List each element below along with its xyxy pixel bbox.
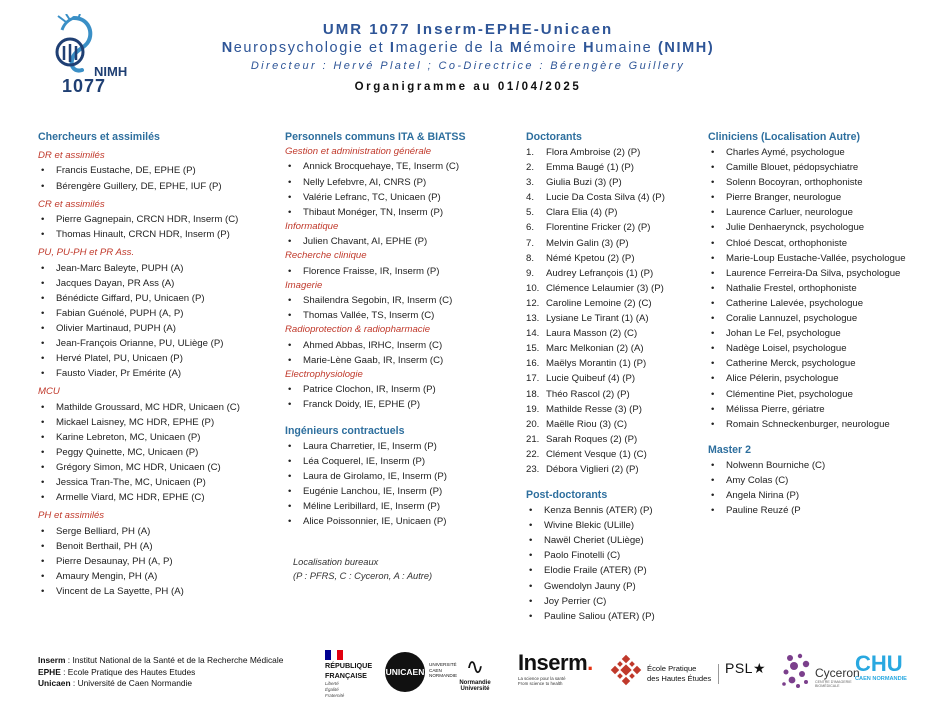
list-item: • Pierre Desaunay, PH (A, P) xyxy=(38,554,278,569)
list-number: 9. xyxy=(526,267,535,279)
chercheurs-group-list xyxy=(38,261,278,382)
section-title-chercheurs: Chercheurs et assimilés xyxy=(38,131,160,143)
list-item xyxy=(526,236,701,251)
definition-unicaen: Unicaen : Université de Caen Normandie xyxy=(38,678,193,689)
psl-logo: PSL★ xyxy=(725,660,767,676)
list-text: Mathilde Resse (3) (P) xyxy=(546,403,642,415)
logo-separator xyxy=(718,664,719,684)
list-item: • Pierre Gagnepain, CRCN HDR, Inserm (C) xyxy=(38,212,278,227)
list-item: • Coralie Lannuzel, psychologue xyxy=(708,311,933,326)
list-item: • Armelle Viard, MC HDR, EPHE (C) xyxy=(38,490,278,505)
list-text: Némé Kpetou (2) (P) xyxy=(546,252,635,264)
unit-fullname xyxy=(0,40,936,56)
directors-line: Directeur : Hervé Platel ; Co-Directrice : Bérengère Guillery xyxy=(250,60,686,72)
list-text: Clara Elia (4) (P) xyxy=(546,207,618,219)
ingenieurs-list xyxy=(285,439,520,530)
chercheurs-group-list xyxy=(38,400,278,506)
list-item: • Romain Schneckenburger, neurologue xyxy=(708,417,933,432)
list-item: • Alice Pélerin, psychologue xyxy=(708,371,933,386)
list-item: • Solenn Bocoyran, orthophoniste xyxy=(708,175,933,190)
column-personnels xyxy=(285,128,520,583)
list-item xyxy=(526,432,701,447)
fullname-rest: émoire xyxy=(523,40,584,56)
list-item: • Pierre Branger, neurologue xyxy=(708,190,933,205)
list-item: • Jean-Marc Baleyte, PUPH (A) xyxy=(38,261,278,276)
list-item: • Laurence Carluer, neurologue xyxy=(708,205,933,220)
list-item: • Fausto Viader, Pr Emérite (A) xyxy=(38,366,278,381)
list-number: 23. xyxy=(526,463,540,475)
list-number: 19. xyxy=(526,403,540,415)
list-number: 10. xyxy=(526,282,540,294)
list-item: • Nathalie Frestel, orthophoniste xyxy=(708,281,933,296)
footer-definitions xyxy=(38,655,283,690)
list-item: • Bérengère Guillery, DE, EPHE, IUF (P) xyxy=(38,179,278,194)
organigram-date: Organigramme au 01/04/2025 xyxy=(354,81,582,93)
fullname-initial: N xyxy=(221,40,234,56)
list-item: • Thomas Vallée, TS, Inserm (C) xyxy=(285,308,520,323)
subsection-title: Recherche clinique xyxy=(285,250,367,262)
doctorants-list xyxy=(526,145,701,477)
list-item: • Chloé Descat, orthophoniste xyxy=(708,236,933,251)
fullname-rest: umaine xyxy=(595,40,658,56)
list-number: 2. xyxy=(526,162,535,174)
master-list xyxy=(708,458,933,518)
list-item: • Charles Aymé, psychologue xyxy=(708,145,933,160)
list-item: • Ahmed Abbas, IRHC, Inserm (C) xyxy=(285,338,520,353)
list-item: • Hervé Platel, PU, Unicaen (P) xyxy=(38,351,278,366)
list-text: Laura Masson (2) (C) xyxy=(546,328,638,340)
list-text: Flora Ambroise (2) (P) xyxy=(546,147,641,158)
unit-title: UMR 1077 Inserm-EPHE-Unicaen xyxy=(322,21,614,38)
list-item: • Jacques Dayan, PR Ass (A) xyxy=(38,276,278,291)
normandie-universite-logo: ∿ Normandie Université xyxy=(445,654,505,692)
subsection-title: Gestion et administration générale xyxy=(285,146,432,157)
list-number: 7. xyxy=(526,237,535,249)
list-number: 1. xyxy=(526,147,535,158)
unicaen-logo-text: UNIVERSITÉ CAEN NORMANDIE xyxy=(429,662,458,678)
french-flag-icon xyxy=(325,650,343,660)
list-text: Caroline Lemoine (2) (C) xyxy=(546,297,652,309)
chercheurs-group-list xyxy=(38,212,278,242)
list-number: 14. xyxy=(526,328,540,340)
list-item xyxy=(526,296,701,311)
list-text: Lucie Da Costa Silva (4) (P) xyxy=(546,192,665,204)
subsection-title: PH et assimilés xyxy=(38,510,105,522)
list-text: Maëlys Morantin (1) (P) xyxy=(546,358,647,370)
section-title-cliniciens: Cliniciens (Localisation Autre) xyxy=(708,131,861,143)
list-item: • Peggy Quinette, MC, Unicaen (P) xyxy=(38,445,278,460)
fullname-initial: H xyxy=(583,40,596,56)
section-title-personnels: Personnels communs ITA & BIATSS xyxy=(285,131,466,143)
list-item: • Jessica Tran-The, MC, Unicaen (P) xyxy=(38,475,278,490)
list-item: • Pauline Reuzé (P xyxy=(708,503,933,518)
cyceron-logo: Cyceron CENTRE D'IMAGERIE BIOMÉDICALE xyxy=(780,652,870,692)
list-item: • Grégory Simon, MC HDR, Unicaen (C) xyxy=(38,460,278,475)
list-item xyxy=(526,462,701,477)
partner-logos: RÉPUBLIQUE FRANÇAISE Liberté Égalité Fraternité UNICAEN UNIVERSITÉ CAEN NORMANDIE ∿ Normandie Université Inserm. La science pour la santé From science to health École Pratique des Hautes Études PSL★ Cyceron CENTRE D'IMAGERIE BIOMÉDICALE CHU CAEN NORMANDIE xyxy=(325,650,907,698)
list-item: • Gwendolyn Jauny (P) xyxy=(526,579,701,594)
list-item: • Julie Denhaerynck, psychologue xyxy=(708,220,933,235)
list-item: • Marie-Lène Gaab, IR, Inserm (C) xyxy=(285,353,520,368)
list-item xyxy=(526,417,701,432)
nimh-logo-number: 1077 xyxy=(62,76,107,96)
list-number: 18. xyxy=(526,388,540,400)
personnels-group-list xyxy=(285,293,520,323)
list-item: • Pauline Saliou (ATER) (P) xyxy=(526,609,701,624)
fullname-rest: europsychologie et xyxy=(233,40,390,56)
ephe-cross-icon xyxy=(610,654,642,686)
list-item: • Wivine Blekic (ULille) xyxy=(526,518,701,533)
list-text: Clémence Lelaumier (3) (P) xyxy=(546,282,664,294)
list-item xyxy=(526,160,701,175)
list-item: • Camille Blouet, pédopsychiatre xyxy=(708,160,933,175)
localisation-note-legend: (P : PFRS, C : Cyceron, A : Autre) xyxy=(293,571,433,582)
list-number: 5. xyxy=(526,207,535,219)
list-item xyxy=(526,371,701,386)
list-item xyxy=(526,402,701,417)
list-item: • Amy Colas (C) xyxy=(708,473,933,488)
list-item: • Nadège Loisel, psychologue xyxy=(708,341,933,356)
list-item xyxy=(526,341,701,356)
list-number: 21. xyxy=(526,433,540,445)
subsection-title: Radioprotection & radiopharmacie xyxy=(285,324,431,336)
list-item: • Valérie Lefranc, TC, Unicaen (P) xyxy=(285,190,520,205)
list-text: Melvin Galin (3) (P) xyxy=(546,237,629,249)
list-item: • Amaury Mengin, PH (A) xyxy=(38,569,278,584)
list-item: • Elodie Fraile (ATER) (P) xyxy=(526,563,701,578)
list-number: 20. xyxy=(526,418,540,430)
list-item: • Jean-François Orianne, PU, ULiège (P) xyxy=(38,336,278,351)
list-number: 8. xyxy=(526,252,535,264)
subsection-title: CR et assimilés xyxy=(38,198,105,210)
subsection-title: Imagerie xyxy=(285,279,323,291)
list-item xyxy=(526,266,701,281)
column-chercheurs xyxy=(38,128,278,599)
nimh-logo-text: NIMH xyxy=(94,64,128,79)
list-item: • Paolo Finotelli (C) xyxy=(526,548,701,563)
list-item: • Mickael Laisney, MC HDR, EPHE (P) xyxy=(38,415,278,430)
list-item: • Kenza Bennis (ATER) (P) xyxy=(526,503,701,518)
list-item: • Catherine Merck, psychologue xyxy=(708,356,933,371)
cliniciens-list xyxy=(708,145,933,432)
list-item: • Méline Leribillard, IE, Inserm (P) xyxy=(285,499,520,514)
list-text: Théo Rascol (2) (P) xyxy=(546,388,630,400)
list-text: Florentine Fricker (2) (P) xyxy=(546,222,651,234)
list-item: • Clémentine Piet, psychologue xyxy=(708,387,933,402)
list-item: • Eugénie Lanchou, IE, Inserm (P) xyxy=(285,484,520,499)
list-text: Emma Baugé (1) (P) xyxy=(546,162,634,174)
list-item xyxy=(526,190,701,205)
list-item: • Catherine Lalevée, psychologue xyxy=(708,296,933,311)
list-item xyxy=(526,356,701,371)
list-item: • Joy Perrier (C) xyxy=(526,594,701,609)
list-item: • Léa Coquerel, IE, Inserm (P) xyxy=(285,454,520,469)
section-title-doctorants: Doctorants xyxy=(526,131,582,143)
republique-francaise-logo: RÉPUBLIQUE FRANÇAISE Liberté Égalité Fraternité xyxy=(325,650,387,698)
list-item: • Mélissa Pierre, gériatre xyxy=(708,402,933,417)
subsection-title: PU, PU-PH et PR Ass. xyxy=(38,247,135,259)
list-text: Lucie Quibeuf (4) (P) xyxy=(546,373,636,385)
column-cliniciens xyxy=(708,128,933,518)
personnels-group-list xyxy=(285,338,520,368)
list-item: • Annick Brocquehaye, TE, Inserm (C) xyxy=(285,159,520,174)
list-item: • Florence Fraisse, IR, Inserm (P) xyxy=(285,264,520,279)
chercheurs-group-list xyxy=(38,163,278,193)
column-doctorants xyxy=(526,128,701,624)
list-number: 4. xyxy=(526,192,535,204)
list-item: • Bénédicte Giffard, PU, Unicaen (P) xyxy=(38,291,278,306)
list-number: 22. xyxy=(526,448,540,460)
list-number: 15. xyxy=(526,343,540,355)
personnels-group-list xyxy=(285,234,520,249)
definition-inserm: Inserm : Institut National de la Santé et de la Recherche Médicale xyxy=(38,655,284,665)
list-number: 12. xyxy=(526,297,540,309)
subsection-title: Informatique xyxy=(285,220,339,232)
list-item xyxy=(526,447,701,462)
subsection-title: DR et assimilés xyxy=(38,150,105,161)
localisation-note-title: Localisation bureaux xyxy=(293,557,379,568)
personnels-groups xyxy=(285,145,520,413)
inserm-logo: Inserm. La science pour la santé From science to health xyxy=(518,650,593,686)
list-item: • Mathilde Groussard, MC HDR, Unicaen (C) xyxy=(38,400,278,415)
personnels-group-list xyxy=(285,382,520,412)
cyceron-dots-icon xyxy=(780,652,814,690)
fullname-initial: M xyxy=(509,40,524,56)
list-item xyxy=(526,205,701,220)
list-number: 16. xyxy=(526,358,540,370)
list-item: • Alice Poissonnier, IE, Unicaen (P) xyxy=(285,514,520,529)
list-item: • Patrice Clochon, IR, Inserm (P) xyxy=(285,382,520,397)
list-item xyxy=(526,281,701,296)
list-item: • Fabian Guénolé, PUPH (A, P) xyxy=(38,306,278,321)
list-item xyxy=(526,311,701,326)
list-number: 6. xyxy=(526,222,535,234)
list-text: Giulia Buzi (3) (P) xyxy=(546,177,622,189)
chercheurs-groups xyxy=(38,149,278,599)
header xyxy=(0,0,936,110)
postdoc-list xyxy=(526,503,701,624)
fullname-initial: I xyxy=(389,40,396,56)
list-item: • Vincent de La Sayette, PH (A) xyxy=(38,584,278,599)
list-item: • Serge Belliard, PH (A) xyxy=(38,524,278,539)
list-text: Débora Viglieri (2) (P) xyxy=(546,463,639,475)
list-item: • Julien Chavant, AI, EPHE (P) xyxy=(285,234,520,249)
list-text: Audrey Lefrançois (1) (P) xyxy=(546,267,654,279)
list-item xyxy=(526,220,701,235)
section-title-master: Master 2 xyxy=(708,443,751,456)
list-text: Clément Vesque (1) (C) xyxy=(546,448,647,460)
list-item: • Benoit Berthail, PH (A) xyxy=(38,539,278,554)
fullname-rest: magerie de la xyxy=(395,40,510,56)
normandie-icon: ∿ xyxy=(465,654,485,679)
list-item: • Karine Lebreton, MC, Unicaen (P) xyxy=(38,430,278,445)
definition-ephe: EPHE : Ecole Pratique des Hautes Etudes xyxy=(38,666,196,677)
subsection-title: MCU xyxy=(38,386,60,398)
list-item: • Laura Charretier, IE, Inserm (P) xyxy=(285,439,520,454)
list-item: • Franck Doidy, IE, EPHE (P) xyxy=(285,397,520,412)
chercheurs-group-list xyxy=(38,524,278,599)
list-number: 13. xyxy=(526,313,540,325)
list-item: • Laurence Ferreira-Da Silva, psychologue xyxy=(708,266,933,281)
list-item xyxy=(526,326,701,341)
list-number: 17. xyxy=(526,373,540,385)
personnels-group-list xyxy=(285,159,520,219)
chu-caen-logo: CHU CAEN NORMANDIE xyxy=(855,651,907,682)
list-item: • Olivier Martinaud, PUPH (A) xyxy=(38,321,278,336)
personnels-group-list xyxy=(285,264,520,279)
section-title-postdoc: Post-doctorants xyxy=(526,489,608,502)
list-text: Marc Melkonian (2) (A) xyxy=(546,343,644,355)
list-text: Maëlle Riou (3) (C) xyxy=(546,418,628,430)
fullname-acronym: (NIMH) xyxy=(657,40,715,56)
list-item: • Shailendra Segobin, IR, Inserm (C) xyxy=(285,293,520,308)
unicaen-logo: UNICAEN xyxy=(385,652,425,692)
list-item: • Johan Le Fel, psychologue xyxy=(708,326,933,341)
list-item xyxy=(526,145,701,160)
list-item: • Marie-Loup Eustache-Vallée, psychologue xyxy=(708,251,933,266)
list-item xyxy=(526,251,701,266)
list-item: • Angela Nirina (P) xyxy=(708,488,933,503)
list-item: • Thomas Hinault, CRCN HDR, Inserm (P) xyxy=(38,227,278,242)
list-text: Sarah Roques (2) (P) xyxy=(546,433,638,445)
subsection-title: Electrophysiologie xyxy=(285,368,363,380)
list-item: • Thibaut Monéger, TN, Inserm (P) xyxy=(285,205,520,220)
list-item: • Francis Eustache, DE, EPHE (P) xyxy=(38,163,278,178)
list-item: • Laura de Girolamo, IE, Inserm (P) xyxy=(285,469,520,484)
section-title-ingenieurs: Ingénieurs contractuels xyxy=(285,424,405,437)
list-item: • Nolwenn Bourniche (C) xyxy=(708,458,933,473)
list-item xyxy=(526,387,701,402)
list-item: • Nawël Cheriet (ULiège) xyxy=(526,533,701,548)
list-item xyxy=(526,175,701,190)
list-text: Lysiane Le Tirant (1) (A) xyxy=(546,313,649,325)
list-number: 3. xyxy=(526,177,535,189)
list-item: • Nelly Lefebvre, AI, CNRS (P) xyxy=(285,175,520,190)
